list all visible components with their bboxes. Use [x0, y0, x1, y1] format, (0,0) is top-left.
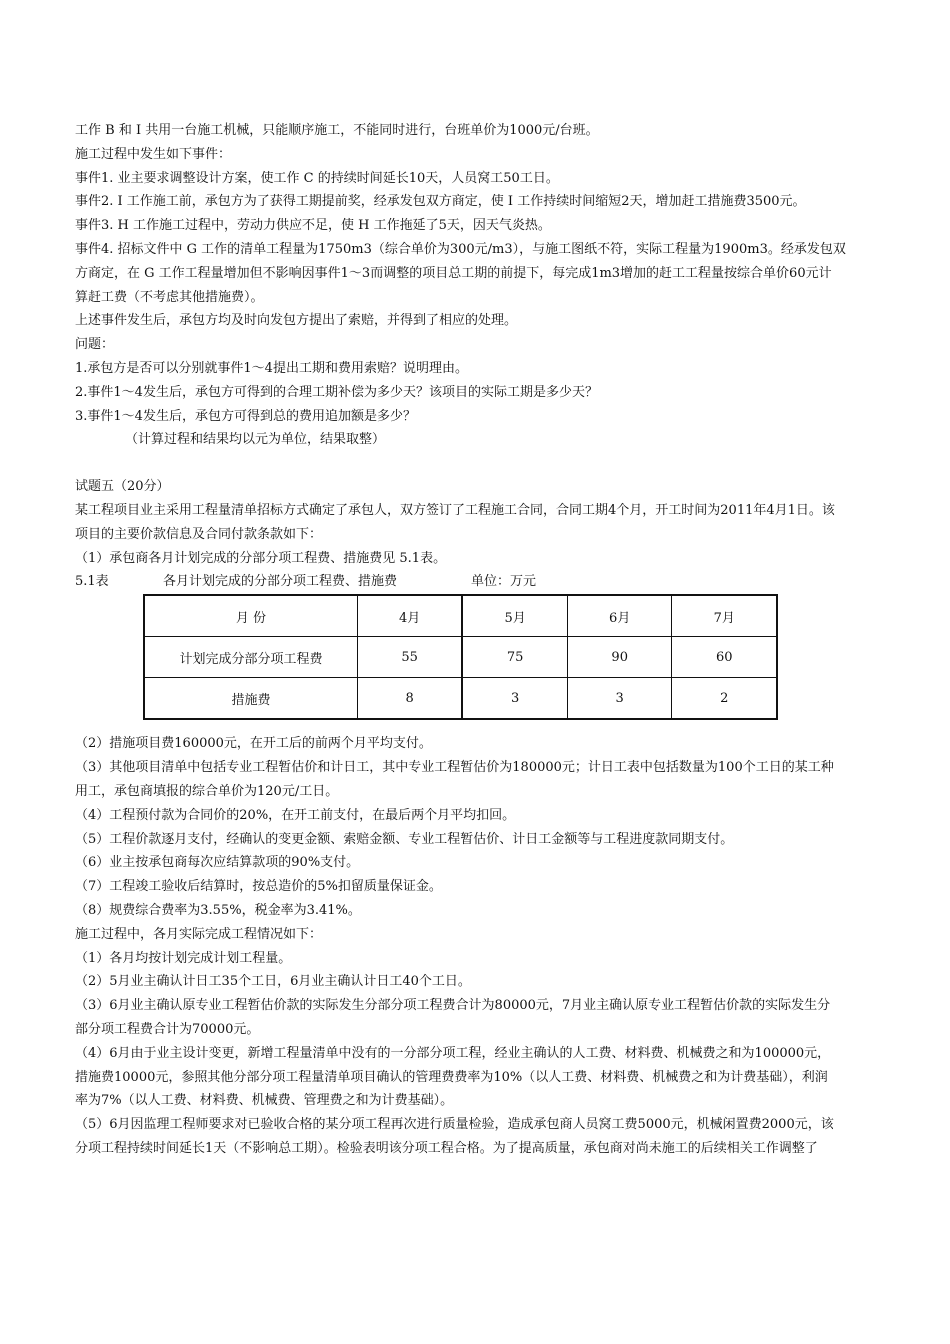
table-unit: 单位：万元: [471, 574, 537, 590]
text-line: 事件3. H 工作施工过程中，劳动力供应不足，使 H 工作拖延了5天，因天气炎热。: [75, 218, 551, 234]
text-line: 措施费10000元，参照其他分部分项工程量清单项目确认的管理费费率为10%（以人工费、材料费、机械费之和为计费基础），利润: [75, 1069, 828, 1085]
header-cell: 5月: [462, 595, 567, 637]
table-cell: 3: [462, 678, 567, 720]
table-cell: 90: [567, 637, 672, 678]
table-cell: 3: [567, 678, 672, 720]
question-four-text: [75, 119, 895, 452]
payment-terms-text: [75, 732, 895, 1160]
header-cell: 7月: [672, 595, 777, 637]
table-cell: 60: [672, 637, 777, 678]
row-label: 计划完成分部分项工程费: [144, 637, 357, 678]
table-cell: 8: [357, 678, 462, 720]
text-line: 部分项工程费合计为70000元。: [75, 1021, 260, 1037]
text-line: （2）5月业主确认计日工35个工日，6月业主确认计日工40个工日。: [75, 974, 471, 990]
text-line: 施工过程中发生如下事件：: [75, 146, 232, 162]
table-cell: 55: [357, 637, 462, 678]
table-header-row: [144, 595, 777, 637]
table-row: [144, 637, 777, 678]
text-line: （8）规费综合费率为3.55%，税金率为3.41%。: [75, 902, 361, 918]
text-line: 工作 B 和 I 共用一台施工机械，只能顺序施工，不能同时进行，台班单价为1000元/台班。: [75, 123, 599, 138]
text-line: 率为7%（以人工费、材料费、机械费、管理费之和为计费基础）。: [75, 1093, 454, 1109]
text-line: 算赶工费（不考虑其他措施费）。: [75, 289, 264, 305]
table-cell: 75: [462, 637, 567, 678]
text-line: （7）工程竣工验收后结算时，按总造价的5%扣留质量保证金。: [75, 879, 442, 895]
header-cell: 4月: [357, 595, 462, 637]
table-cell: 2: [672, 678, 777, 720]
text-line: 用工，承包商填报的综合单价为120元/工日。: [75, 783, 339, 799]
table-number: 5.1表: [75, 574, 109, 590]
text-line: 事件4. 招标文件中 G 工作的清单工程量为1750m3（综合单价为300元/m3），与施工图纸不符，实际工程量为1900m3。经承发包双: [75, 241, 846, 257]
text-line: 项目的主要价款信息及合同付款条款如下：: [75, 526, 323, 542]
text-line: （4）6月由于业主设计变更，新增工程量清单中没有的一分部分项工程，经业主确认的人工费、材料费、机械费之和为100000元，: [75, 1045, 831, 1061]
table-caption: [75, 570, 895, 593]
text-line: 某工程项目业主采用工程量清单招标方式确定了承包人，双方签订了工程施工合同，合同工期4个月，开工时间为2011年4月1日。该: [75, 502, 835, 518]
question-item: 1.承包方是否可以分别就事件1～4提出工期和费用索赔？说明理由。: [75, 360, 468, 376]
text-line: （3）6月业主确认原专业工程暂估价款的实际发生分部分项工程费合计为80000元，7月业主确认原专业工程暂估价款的实际发生分: [75, 998, 831, 1014]
text-line: （6）业主按承包商每次应结算款项的90%支付。: [75, 855, 360, 871]
question-item: 3.事件1～4发生后，承包方可得到总的费用追加额是多少？: [75, 408, 416, 424]
document-page: [75, 119, 895, 1161]
text-line: 分项工程持续时间延长1天（不影响总工期）。检验表明该分项工程合格。为了提高质量，承包商对尚未施工的后续相关工作调整了: [75, 1140, 818, 1156]
table-title: 各月计划完成的分部分项工程费、措施费: [163, 574, 398, 590]
text-line: （1）承包商各月计划完成的分部分项工程费、措施费见 5.1表。: [75, 550, 447, 566]
header-cell: 6月: [567, 595, 672, 637]
calculation-note: （计算过程和结果均以元为单位，结果取整）: [125, 432, 386, 448]
text-line: 问题：: [75, 337, 115, 353]
text-line: （3）其他项目清单中包括专业工程暂估价和计日工，其中专业工程暂估价为180000元；计日工表中包括数量为100个工日的某工种: [75, 760, 834, 776]
header-cell: 月 份: [144, 595, 357, 637]
text-line: （2）措施项目费160000元，在开工后的前两个月平均支付。: [75, 736, 432, 752]
text-line: 方商定，在 G 工作工程量增加但不影响因事件1～3而调整的项目总工期的前提下，每完成1m3增加的赶工工程量按综合单价60元计: [75, 265, 832, 281]
row-label: 措施费: [144, 678, 357, 720]
text-line: 事件1. 业主要求调整设计方案，使工作 C 的持续时间延长10天，人员窝工50工日。: [75, 170, 559, 186]
text-line: （1）各月均按计划完成计划工程量。: [75, 950, 292, 966]
text-line: 事件2. I 工作施工前，承包方为了获得工期提前奖，经承发包双方商定，使 I 工作持续时间缩短2天，增加赶工措施费3500元。: [75, 194, 806, 210]
paragraph-gap: [75, 452, 895, 475]
text-line: （5）工程价款逐月支付，经确认的变更金额、索赔金额、专业工程暂估价、计日工金额等与工程进度款同期支付。: [75, 831, 734, 847]
section-title: 试题五（20分）: [75, 479, 170, 495]
question-item: 2.事件1～4发生后，承包方可得到的合理工期补偿为多少天？该项目的实际工期是多少天？: [75, 384, 598, 400]
monthly-plan-table: [143, 594, 778, 720]
text-line: 施工过程中，各月实际完成工程情况如下：: [75, 926, 323, 942]
text-line: 上述事件发生后，承包方均及时向发包方提出了索赔，并得到了相应的处理。: [75, 313, 518, 329]
table-row: [144, 678, 777, 720]
text-line: （5）6月因监理工程师要求对已验收合格的某分项工程再次进行质量检验，造成承包商人员窝工费5000元，机械闲置费2000元，该: [75, 1117, 834, 1133]
text-line: （4）工程预付款为合同价的20%，在开工前支付，在最后两个月平均扣回。: [75, 807, 516, 823]
